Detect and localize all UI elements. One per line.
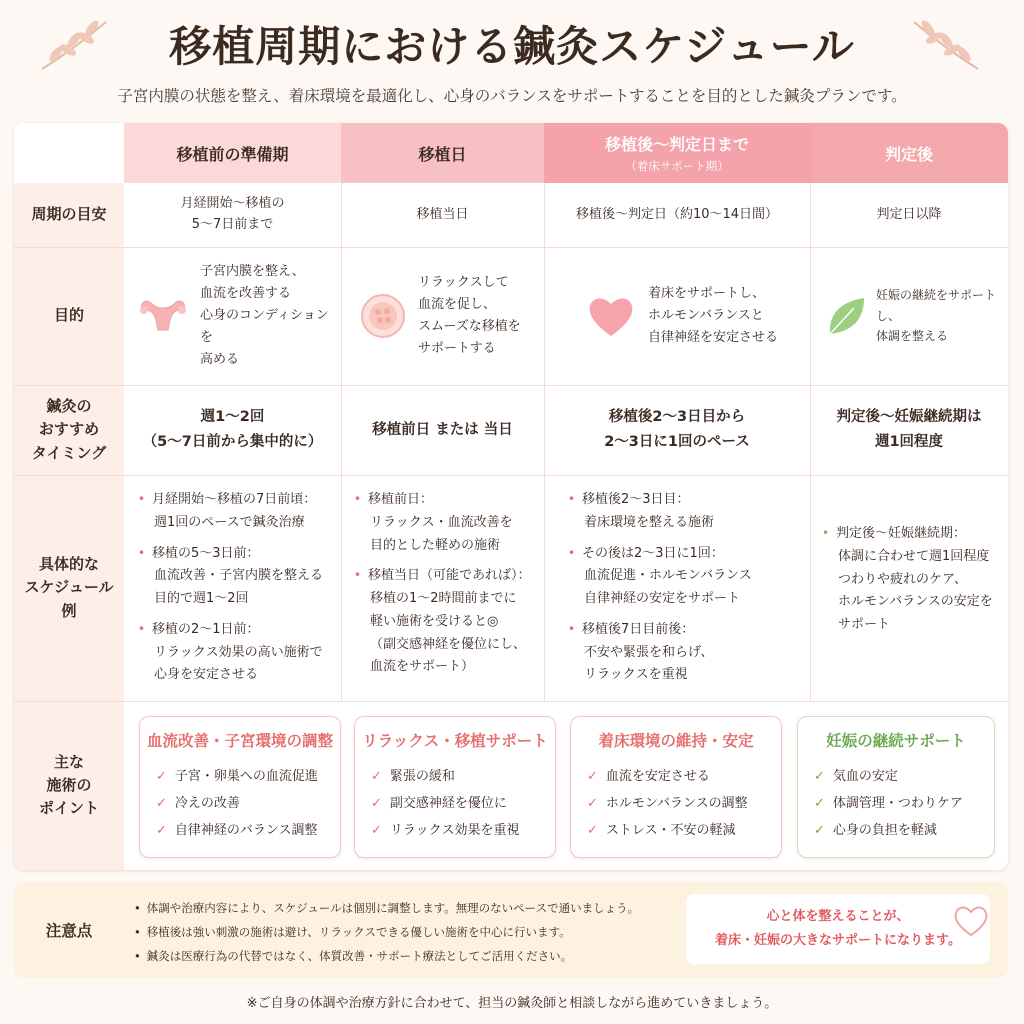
card-title: リラックス・移植サポート xyxy=(362,732,548,750)
card-item: ✓ 気血の安定 xyxy=(814,769,898,784)
leaf-icon xyxy=(824,294,868,338)
card-title: 血流改善・子宮環境の調整 xyxy=(146,732,333,750)
row-label-points: 主な 施術の ポイント xyxy=(14,701,124,870)
card-item: ✓ 冷えの改善 xyxy=(156,796,240,811)
card-item: ✓ 心身の負担を軽減 xyxy=(814,823,937,838)
check-icon: ✓ xyxy=(156,796,167,811)
card-title: 着床環境の維持・安定 xyxy=(598,732,754,750)
point-card-transfer-day xyxy=(354,716,556,858)
schedule-list-after-transfer xyxy=(568,489,804,695)
note-item: • 移植後は強い刺激の施術は避け、リラックスできる優しい施術を中心に行います。 xyxy=(134,920,639,944)
header-col-after-transfer: 移植後〜判定日まで （着床サポート期） xyxy=(544,123,810,183)
timing-cell-after-judgement: 判定後〜妊娠継続期は 週1回程度 xyxy=(836,409,982,450)
check-icon: ✓ xyxy=(814,796,825,811)
note-item: • 鍼灸は医療行為の代替ではなく、体質改善・サポート療法としてご活用ください。 xyxy=(134,944,639,968)
card-item: ✓ 血流を安定させる xyxy=(587,769,710,784)
header-col-after-judgement: 判定後 xyxy=(810,123,1008,183)
timing-cell-after-transfer: 移植後2〜3日目から 2〜3日に1回のペース xyxy=(604,409,750,450)
check-icon: ✓ xyxy=(371,769,382,784)
point-card-after-transfer xyxy=(570,716,782,858)
heart-outline-icon xyxy=(952,904,990,938)
embryo-icon xyxy=(360,293,406,339)
heart-icon xyxy=(586,294,636,338)
purpose-cell-prep: 子宮内膜を整え、 血流を改善する 心身のコンディションを 高める xyxy=(136,247,341,385)
check-icon: ✓ xyxy=(371,823,382,838)
list-item: • 判定後〜妊娠継続期： 体調に合わせて週1回程度 つわりや疲れのケア、 ホルモンバランスの安定を サポート xyxy=(822,526,993,632)
card-item: ✓ 体調管理・つわりケア xyxy=(814,796,963,811)
check-icon: ✓ xyxy=(814,769,825,784)
purpose-cell-after-judgement: 妊娠の継続をサポートし、 体調を整える xyxy=(824,247,1008,385)
list-item: • 月経開始〜移植の7日前頃： 週1回のペースで鍼灸治療 xyxy=(138,492,317,530)
guide-cell-prep: 月経開始〜移植の 5〜7日前まで xyxy=(180,196,285,232)
row-label-timing: 鍼灸の おすすめ タイミング xyxy=(14,385,124,475)
guide-cell-after-transfer: 移植後〜判定日（約10〜14日間） xyxy=(575,206,779,222)
footer-note: ※ご自身の体調や治療方針に合わせて、担当の鍼灸師と相談しながら進めていきましょう。 xyxy=(246,996,778,1011)
card-item: ✓ ホルモンバランスの調整 xyxy=(587,796,748,811)
list-item: • 移植の5〜3日前： 血流改善・子宮内膜を整える 目的で週1〜2回 xyxy=(138,545,324,606)
list-item: • 移植前日： リラックス・血流改善を 目的とした軽めの施術 xyxy=(354,492,513,553)
guide-cell-transfer-day: 移植当日 xyxy=(416,206,469,222)
card-item: ✓ ストレス・不安の軽減 xyxy=(587,823,736,838)
check-icon: ✓ xyxy=(156,769,167,784)
row-label-guide: 周期の目安 xyxy=(14,183,124,247)
purpose-cell-transfer-day: リラックスして 血流を促し、 スムーズな移植を サポートする xyxy=(360,247,544,385)
card-item: ✓ リラックス効果を重視 xyxy=(371,823,520,838)
page-subtitle: 子宮内膜の状態を整え、着床環境を最適化し、心身のバランスをサポートすることを目的とした鍼灸プランです。 xyxy=(117,87,907,105)
check-icon: ✓ xyxy=(814,823,825,838)
guide-cell-after-judgement: 判定日以降 xyxy=(876,206,942,222)
timing-cell-prep: 週1〜2回 （5〜7日前から集中的に） xyxy=(142,409,323,450)
check-icon: ✓ xyxy=(156,823,167,838)
list-item: • 移植当日（可能であれば）： 移植の1〜2時間前までに 軽い施術を受けると◎ （副交感神経を優位にし、 血流をサポート） xyxy=(354,568,531,675)
notes-list xyxy=(134,896,639,968)
timing-cell-transfer-day: 移植前日 または 当日 xyxy=(372,421,513,438)
uterus-icon xyxy=(136,296,190,336)
header-col-transfer-day: 移植日 xyxy=(341,123,544,183)
notes-box xyxy=(14,882,1008,978)
card-title: 妊娠の継続サポート xyxy=(826,732,966,750)
point-card-after-judgement xyxy=(797,716,995,858)
check-icon: ✓ xyxy=(371,796,382,811)
list-item: • その後は2〜3日に1回： 血流促進・ホルモンバランス 自律神経の安定をサポート xyxy=(568,545,752,606)
card-item: ✓ 緊張の緩和 xyxy=(371,769,455,784)
support-message: 心と体を整えることが、 着床・妊娠の大きなサポートになります。 xyxy=(686,894,990,964)
schedule-list-transfer-day xyxy=(354,489,540,687)
schedule-list-after-judgement xyxy=(822,523,1006,645)
check-icon: ✓ xyxy=(587,769,598,784)
row-label-schedule: 具体的な スケジュール 例 xyxy=(14,475,124,701)
header-col-prep: 移植前の準備期 xyxy=(124,123,341,183)
check-icon: ✓ xyxy=(587,796,598,811)
card-item: ✓ 子宮・卵巣への血流促進 xyxy=(156,769,318,784)
list-item: • 移植後2〜3日目： 着床環境を整える施術 xyxy=(568,492,715,530)
card-item: ✓ 副交感神経を優位に xyxy=(371,796,507,811)
point-card-prep xyxy=(139,716,341,858)
list-item: • 移植後7日目前後： 不安や緊張を和らげ、 リラックスを重視 xyxy=(568,621,714,683)
page-title: 移植周期における鍼灸スケジュール xyxy=(169,22,855,71)
list-item: • 移植の2〜1日前： リラックス効果の高い施術で 心身を安定させる xyxy=(138,621,323,683)
row-label-purpose: 目的 xyxy=(14,247,124,385)
check-icon: ✓ xyxy=(587,823,598,838)
note-item: • 体調や治療内容により、スケジュールは個別に調整します。無理のないペースで通いましょう。 xyxy=(134,896,639,920)
schedule-list-prep xyxy=(138,489,338,695)
purpose-cell-after-transfer: 着床をサポートし、 ホルモンバランスと 自律神経を安定させる xyxy=(586,247,810,385)
notes-label: 注意点 xyxy=(45,922,93,940)
card-item: ✓ 自律神経のバランス調整 xyxy=(156,823,318,838)
